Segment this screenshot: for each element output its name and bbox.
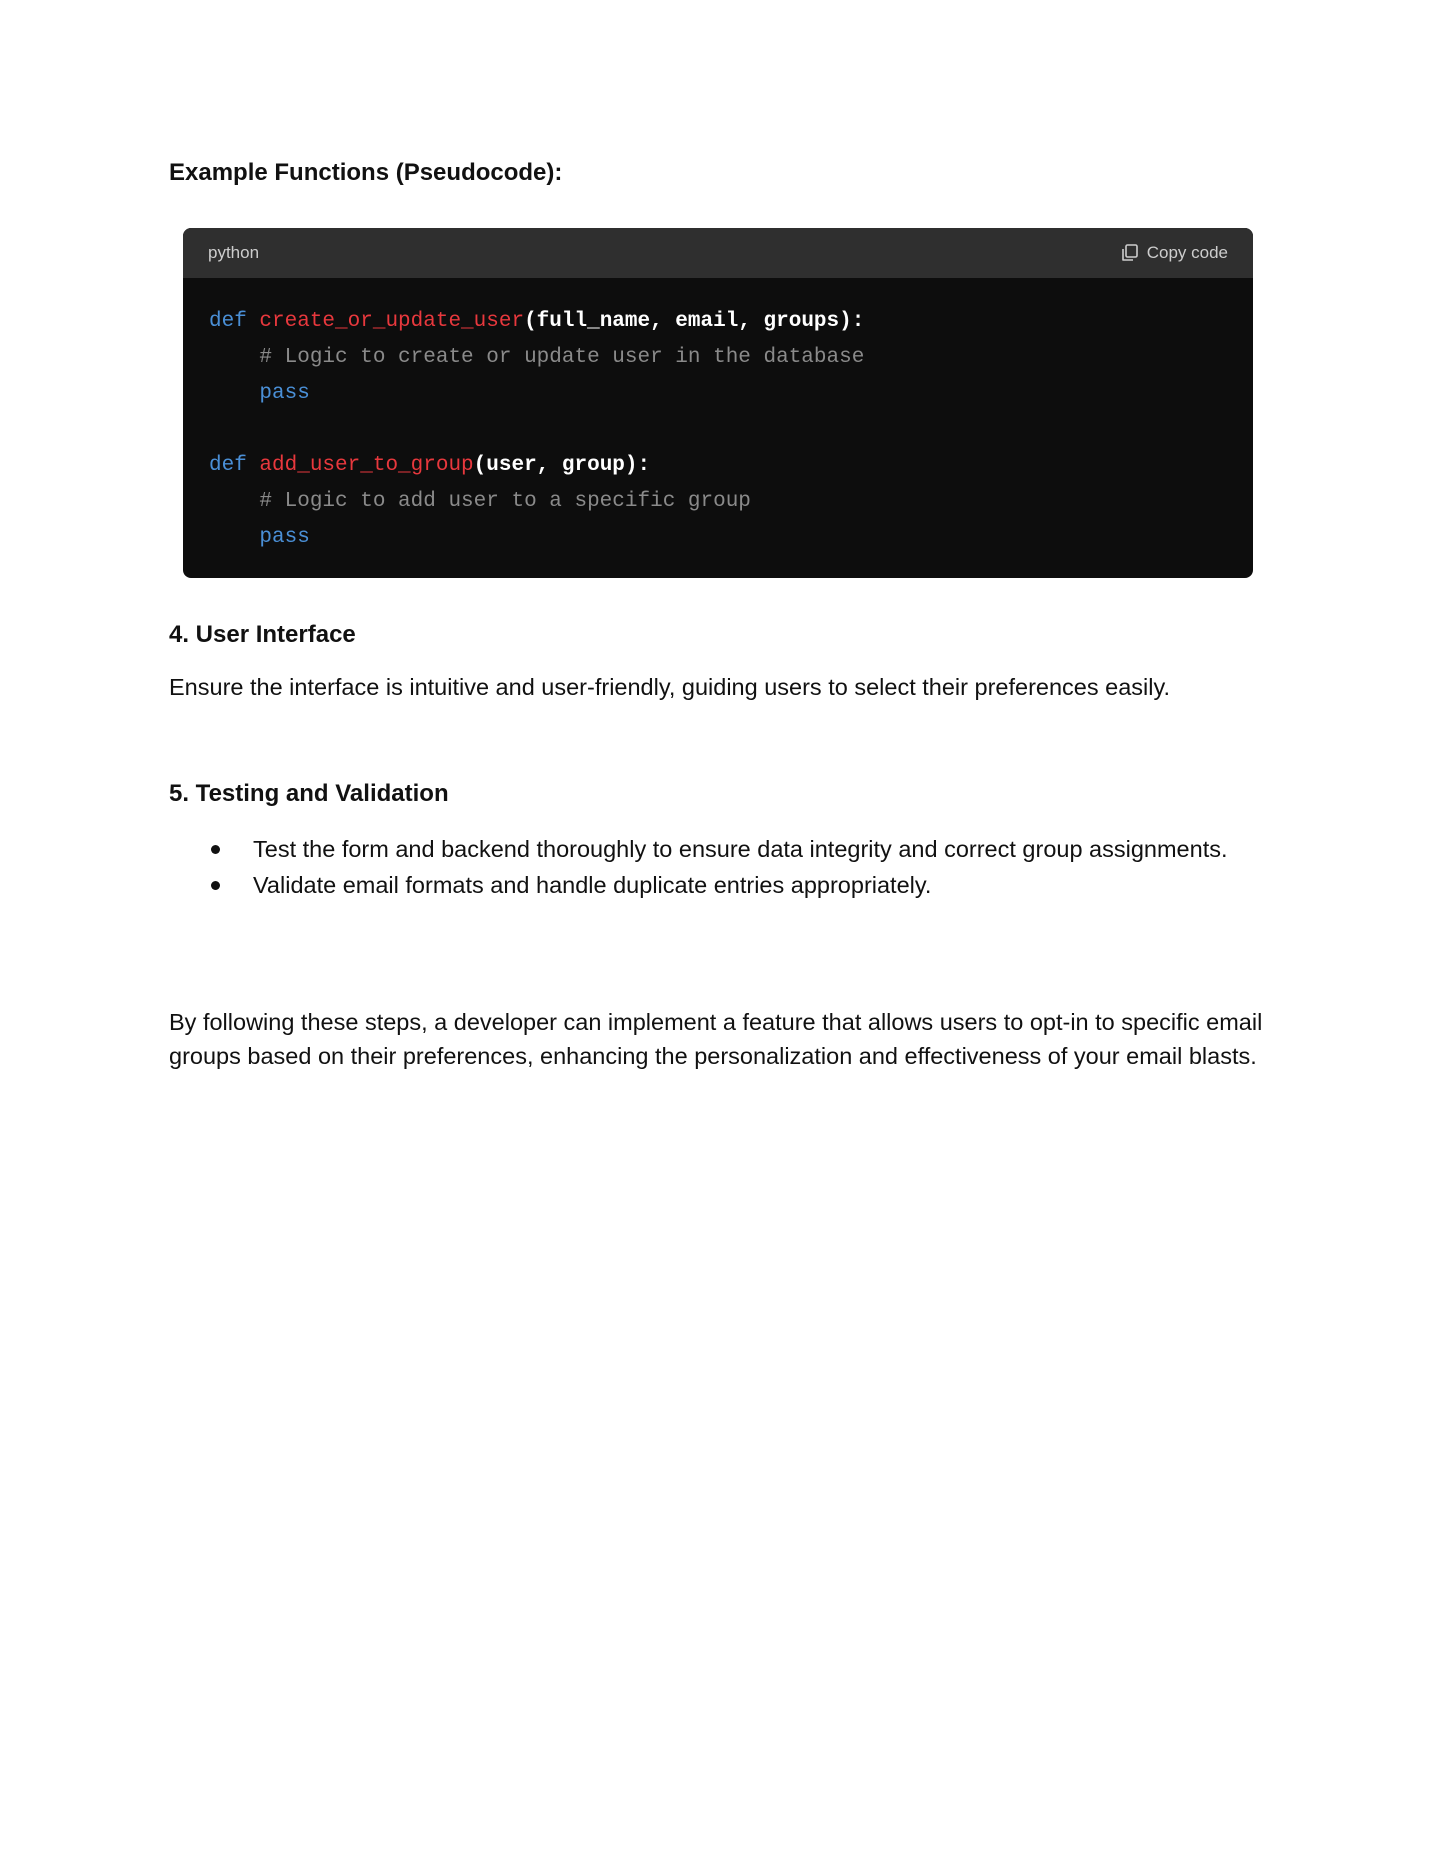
code-language-label: python [208,243,260,262]
code-line [209,484,1227,520]
section-4-heading: 4. User Interface [169,621,356,648]
code-line [209,520,1227,556]
copy-code-button[interactable] [1120,243,1228,263]
code-keyword: pass [259,382,310,405]
code-body [183,278,1253,556]
code-block [183,228,1253,578]
copy-icon [1120,243,1140,263]
code-params: (full_name, email, groups): [524,310,865,333]
bullet-text: Validate email formats and handle duplicate entries appropriately. [253,872,932,898]
code-line [209,412,1227,448]
code-comment: # Logic to add user to a specific group [259,490,751,513]
code-block-header [183,228,1253,278]
code-params: (user, group): [473,454,651,477]
code-line [209,340,1227,376]
list-item [169,832,1253,866]
example-functions-heading: Example Functions (Pseudocode): [169,159,563,186]
code-function-name: add_user_to_group [259,454,474,477]
code-comment: # Logic to create or update user in the database [259,346,865,369]
bullet-dot [211,881,220,890]
code-line [209,448,1227,484]
section-5-heading: 5. Testing and Validation [169,780,449,807]
section-4-body: Ensure the interface is intuitive and user-friendly, guiding users to select their preferences easily. [169,674,1170,700]
list-item [169,868,1253,902]
conclusion-paragraph: By following these steps, a developer can implement a feature that allows users to opt-in to specific email groups based on their preferences, enhancing the personalization and effectiveness of your email blasts. [169,1009,1263,1069]
bullet-text: Test the form and backend thoroughly to ensure data integrity and correct group assignments. [253,836,1228,862]
bullet-dot [211,845,220,854]
code-line [209,376,1227,412]
code-keyword: pass [259,526,310,549]
code-keyword: def [209,454,247,477]
copy-code-label: Copy code [1146,243,1228,262]
code-keyword: def [209,310,247,333]
code-line [209,304,1227,340]
testing-bullet-list [169,832,1279,904]
code-function-name: create_or_update_user [259,310,525,333]
